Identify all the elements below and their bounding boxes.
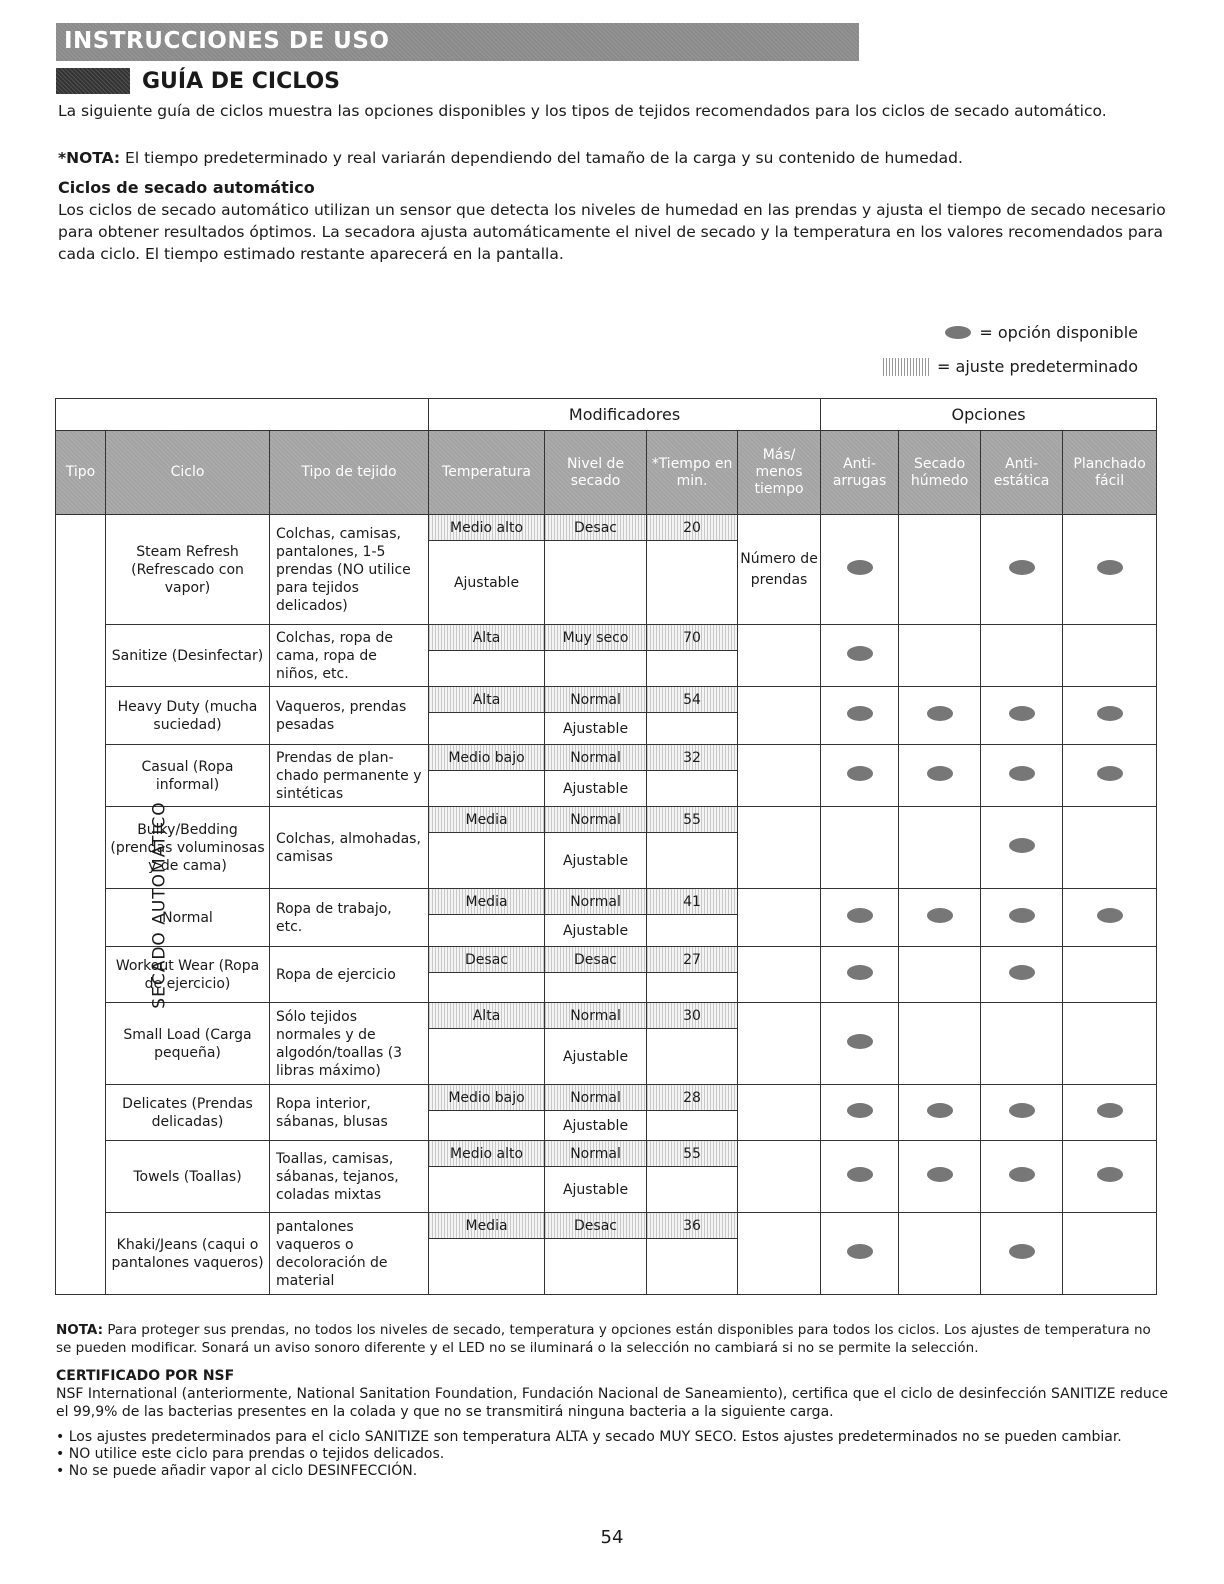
temperatura-default: Media [429, 889, 544, 915]
cell-anti-arrugas [821, 889, 899, 947]
cell-tiempo [647, 745, 738, 807]
cell-mas-menos [738, 1085, 821, 1141]
cell-anti-estatica [981, 889, 1063, 947]
cell-planchado-facil [1063, 889, 1157, 947]
available-dot-icon [1009, 1103, 1035, 1118]
cell-mas-menos [738, 889, 821, 947]
cell-planchado-facil [1063, 515, 1157, 625]
available-dot-icon [1009, 706, 1035, 721]
available-dot-icon [1009, 908, 1035, 923]
nivel-default: Muy seco [545, 625, 646, 651]
temperatura-default: Alta [429, 625, 544, 651]
cell-secado-humedo [899, 1085, 981, 1141]
tiempo-adjust [647, 915, 737, 946]
cell-ciclo: Workout Wear (Ropa de ejercicio) [106, 947, 270, 1003]
cell-mas-menos: Número de prendas [738, 515, 821, 625]
available-dot-icon [1097, 1167, 1123, 1182]
cell-mas-menos [738, 807, 821, 889]
table-row [56, 889, 1157, 947]
header-secado-humedo: Secado húmedo [899, 431, 981, 515]
cell-ciclo: Normal [106, 889, 270, 947]
cell-temperatura [429, 1003, 545, 1085]
available-dot-icon [927, 706, 953, 721]
cell-temperatura [429, 947, 545, 1003]
nivel-default: Desac [545, 515, 646, 541]
nsf-bullets [56, 1429, 1171, 1480]
nivel-adjust: Ajustable [562, 780, 629, 797]
available-dot-icon [1097, 1103, 1123, 1118]
header-anti-estatica: Anti- estática [981, 431, 1063, 515]
cell-mas-menos [738, 1141, 821, 1213]
cell-anti-estatica [981, 515, 1063, 625]
nivel-default: Desac [545, 947, 646, 973]
cell-nivel-secado [545, 889, 647, 947]
temperatura-default: Medio bajo [429, 745, 544, 771]
cell-temperatura [429, 515, 545, 625]
header-anti-arrugas: Anti- arrugas [821, 431, 899, 515]
cell-nivel-secado [545, 1213, 647, 1295]
available-dot-icon [927, 766, 953, 781]
page-number: 54 [600, 1527, 624, 1548]
available-dot-icon [847, 560, 873, 575]
cell-mas-menos [738, 1213, 821, 1295]
available-dot-icon [945, 326, 971, 339]
table-row [56, 1085, 1157, 1141]
tiempo-adjust [647, 1167, 737, 1212]
cell-secado-humedo [899, 1003, 981, 1085]
cell-mas-menos [738, 625, 821, 687]
cell-tiempo [647, 807, 738, 889]
temperatura-default: Media [429, 807, 544, 833]
nivel-adjust [545, 651, 646, 686]
tipo-label: SECADO AUTOMÁTICO [149, 800, 170, 1009]
cell-secado-humedo [899, 807, 981, 889]
tiempo-adjust [647, 973, 737, 1002]
available-dot-icon [1097, 908, 1123, 923]
tiempo-adjust [647, 833, 737, 888]
nsf-text: NSF International (anteriormente, National Sanitation Foundation, Fundación Nacional de Saneamiento), certifica que el ciclo de desinfección SANITIZE reduce el 99,9% de las bacterias presentes en la colada y que no se transmitirá ninguna bacteria a la siguiente carga. [56, 1386, 1169, 1420]
temperatura-adjust [429, 713, 544, 744]
cell-anti-estatica [981, 1213, 1063, 1295]
cell-secado-humedo [899, 1213, 981, 1295]
cell-anti-estatica [981, 1141, 1063, 1213]
nivel-default: Normal [545, 687, 646, 713]
available-dot-icon [1009, 1244, 1035, 1259]
available-dot-icon [847, 646, 873, 661]
header-mas-menos: Más/ menos tiempo [738, 431, 821, 515]
nivel-adjust [545, 1239, 646, 1294]
cell-tiempo [647, 515, 738, 625]
cell-tejido: Ropa de ejercicio [270, 947, 429, 1003]
available-dot-icon [1009, 766, 1035, 781]
footer-nota [56, 1321, 1168, 1357]
temperatura-default: Desac [429, 947, 544, 973]
cell-tejido: pantalones vaqueros o decoloración de material [270, 1213, 429, 1295]
cell-secado-humedo [899, 745, 981, 807]
cell-secado-humedo [899, 687, 981, 745]
cell-tiempo [647, 1085, 738, 1141]
tiempo-default: 20 [647, 515, 737, 541]
cell-temperatura [429, 1213, 545, 1295]
tiempo-adjust [647, 1239, 737, 1294]
cell-nivel-secado [545, 947, 647, 1003]
cell-planchado-facil [1063, 687, 1157, 745]
cell-tejido: Colchas, ropa de cama, ropa de niños, etc. [270, 625, 429, 687]
cell-secado-humedo [899, 947, 981, 1003]
cell-nivel-secado [545, 515, 647, 625]
nivel-adjust: Ajustable [562, 720, 629, 737]
cell-planchado-facil [1063, 1003, 1157, 1085]
cell-anti-arrugas [821, 625, 899, 687]
temperatura-adjust: Ajustable [453, 574, 520, 591]
nivel-adjust [545, 541, 646, 624]
cell-ciclo: Delicates (Prendas delicadas) [106, 1085, 270, 1141]
cell-secado-humedo [899, 889, 981, 947]
cell-secado-humedo [899, 515, 981, 625]
table-row [56, 1003, 1157, 1085]
title-bar-decoration [56, 68, 130, 94]
footer-nota-label: NOTA: [56, 1322, 104, 1338]
tiempo-adjust [647, 713, 737, 744]
cell-anti-estatica [981, 807, 1063, 889]
tiempo-default: 28 [647, 1085, 737, 1111]
cell-ciclo: Towels (Toallas) [106, 1141, 270, 1213]
cell-nivel-secado [545, 625, 647, 687]
section-banner: INSTRUCCIONES DE USO [56, 23, 859, 61]
header-tejido: Tipo de tejido [270, 431, 429, 515]
cell-nivel-secado [545, 745, 647, 807]
cell-nivel-secado [545, 1003, 647, 1085]
cell-planchado-facil [1063, 625, 1157, 687]
cell-tiempo [647, 625, 738, 687]
cell-ciclo: Steam Refresh (Refrescado con vapor) [106, 515, 270, 625]
nivel-default: Normal [545, 1003, 646, 1029]
table-row [56, 1213, 1157, 1295]
available-dot-icon [847, 706, 873, 721]
cell-tejido: Ropa de trabajo, etc. [270, 889, 429, 947]
available-dot-icon [927, 1167, 953, 1182]
tiempo-default: 30 [647, 1003, 737, 1029]
cell-ciclo: Bulky/Bedding (prendas voluminosas y de cama) [106, 807, 270, 889]
temperatura-adjust [429, 1111, 544, 1140]
footer-nota-text: Para proteger sus prendas, no todos los niveles de secado, temperatura y opciones están disponibles para todos los ciclos. Los ajustes de temperatura no se pueden modificar. Sonará un aviso sonoro diferente y el LED no se iluminará o la selección no cambiará si no se permite la selección. [56, 1322, 1151, 1356]
cell-anti-estatica [981, 625, 1063, 687]
table-row [56, 807, 1157, 889]
available-dot-icon [1097, 560, 1123, 575]
cell-mas-menos [738, 745, 821, 807]
temperatura-adjust [429, 651, 544, 686]
cell-anti-arrugas [821, 1085, 899, 1141]
auto-cycles-paragraph: Los ciclos de secado automático utilizan un sensor que detecta los niveles de humedad en las prendas y ajusta el tiempo de secado necesario para obtener resultados óptimos. La secadora ajusta automáticamente el nivel de secado y la temperatura en los valores recomendados para cada ciclo. El tiempo estimado restante aparecerá en la pantalla. [58, 201, 1166, 263]
tiempo-adjust [647, 1111, 737, 1140]
header-planchado-facil: Planchado fácil [1063, 431, 1157, 515]
available-dot-icon [927, 1103, 953, 1118]
cell-planchado-facil [1063, 807, 1157, 889]
available-dot-icon [847, 766, 873, 781]
cell-temperatura [429, 687, 545, 745]
cell-ciclo: Casual (Ropa informal) [106, 745, 270, 807]
tiempo-adjust [647, 541, 737, 624]
temperatura-adjust [429, 915, 544, 946]
temperatura-adjust [429, 1239, 544, 1294]
available-dot-icon [927, 908, 953, 923]
nivel-adjust: Ajustable [562, 1117, 629, 1134]
cell-anti-arrugas [821, 1003, 899, 1085]
cell-tejido: Colchas, almohadas, camisas [270, 807, 429, 889]
cell-tiempo [647, 687, 738, 745]
nota-text: El tiempo predeterminado y real variarán dependiendo del tamaño de la carga y su contenido de humedad. [120, 149, 963, 167]
list-item: • NO utilice este ciclo para prendas o tejidos delicados. [56, 1446, 1171, 1463]
available-dot-icon [1009, 838, 1035, 853]
tiempo-default: 27 [647, 947, 737, 973]
cell-tiempo [647, 1141, 738, 1213]
cycles-table [55, 398, 1157, 1295]
cell-tiempo [647, 1213, 738, 1295]
cell-mas-menos [738, 1003, 821, 1085]
temperatura-default: Alta [429, 687, 544, 713]
cell-temperatura [429, 1141, 545, 1213]
cell-planchado-facil [1063, 1213, 1157, 1295]
nivel-adjust: Ajustable [562, 1181, 629, 1198]
temperatura-adjust [429, 973, 544, 1002]
legend-available [945, 323, 1138, 342]
cell-mas-menos [738, 687, 821, 745]
available-dot-icon [1009, 560, 1035, 575]
nivel-default: Desac [545, 1213, 646, 1239]
list-item: • Los ajustes predeterminados para el ciclo SANITIZE son temperatura ALTA y secado MUY SECO. Estos ajustes predeterminados no se pueden cambiar. [56, 1429, 1171, 1446]
cell-anti-estatica [981, 1003, 1063, 1085]
auto-cycles-heading: Ciclos de secado automático [58, 178, 315, 197]
cell-tejido: Colchas, camisas, pantalones, 1-5 prendas (NO utilice para tejidos delicados) [270, 515, 429, 625]
group-opciones: Opciones [821, 399, 1157, 431]
cell-anti-arrugas [821, 947, 899, 1003]
cell-tejido: Ropa interior, sábanas, blusas [270, 1085, 429, 1141]
cell-anti-arrugas [821, 745, 899, 807]
cell-anti-arrugas [821, 515, 899, 625]
cell-anti-arrugas [821, 1141, 899, 1213]
header-ciclo: Ciclo [106, 431, 270, 515]
cell-ciclo: Small Load (Carga pequeña) [106, 1003, 270, 1085]
cell-tiempo [647, 947, 738, 1003]
table-row [56, 625, 1157, 687]
nota-label: *NOTA: [58, 149, 121, 167]
cell-anti-arrugas [821, 807, 899, 889]
nivel-adjust: Ajustable [562, 1048, 629, 1065]
nivel-default: Normal [545, 807, 646, 833]
nota-paragraph [58, 147, 1168, 170]
nivel-adjust: Ajustable [562, 922, 629, 939]
available-dot-icon [847, 1103, 873, 1118]
cell-tiempo [647, 1003, 738, 1085]
intro-paragraph: La siguiente guía de ciclos muestra las opciones disponibles y los tipos de tejidos recomendados para los ciclos de secado automático. [58, 102, 1107, 120]
cell-nivel-secado [545, 807, 647, 889]
cell-planchado-facil [1063, 1141, 1157, 1213]
cell-temperatura [429, 1085, 545, 1141]
cell-planchado-facil [1063, 1085, 1157, 1141]
cell-planchado-facil [1063, 947, 1157, 1003]
available-dot-icon [1097, 766, 1123, 781]
cell-tiempo [647, 889, 738, 947]
group-empty [56, 399, 429, 431]
cell-anti-estatica [981, 745, 1063, 807]
cell-anti-estatica [981, 947, 1063, 1003]
group-modificadores: Modificadores [429, 399, 821, 431]
table-row [56, 1141, 1157, 1213]
cell-anti-arrugas [821, 1213, 899, 1295]
available-dot-icon [1009, 965, 1035, 980]
nivel-adjust [545, 973, 646, 1002]
available-dot-icon [847, 908, 873, 923]
cell-anti-estatica [981, 1085, 1063, 1141]
temperatura-default: Media [429, 1213, 544, 1239]
available-dot-icon [847, 965, 873, 980]
cell-tejido: Toallas, camisas, sábanas, tejanos, coladas mixtas [270, 1141, 429, 1213]
list-item: • No se puede añadir vapor al ciclo DESINFECCIÓN. [56, 1463, 1171, 1480]
legend-available-text: = opción disponible [979, 323, 1138, 342]
nivel-adjust: Ajustable [562, 852, 629, 869]
cell-ciclo: Sanitize (Desinfectar) [106, 625, 270, 687]
nivel-default: Normal [545, 1085, 646, 1111]
temperatura-adjust [429, 1029, 544, 1084]
temperatura-adjust [429, 833, 544, 888]
tiempo-adjust [647, 651, 737, 686]
nivel-default: Normal [545, 745, 646, 771]
available-dot-icon [1097, 706, 1123, 721]
guide-title [56, 66, 340, 96]
tiempo-adjust [647, 1029, 737, 1084]
nivel-default: Normal [545, 1141, 646, 1167]
header-nivel-secado: Nivel de secado [545, 431, 647, 515]
tiempo-adjust [647, 771, 737, 806]
cell-temperatura [429, 807, 545, 889]
page-title: GUÍA DE CICLOS [142, 68, 340, 94]
cell-ciclo: Heavy Duty (mucha suciedad) [106, 687, 270, 745]
table-row [56, 947, 1157, 1003]
cell-tejido: Prendas de plan- chado permanente y sintéticas [270, 745, 429, 807]
cell-planchado-facil [1063, 745, 1157, 807]
available-dot-icon [847, 1244, 873, 1259]
default-hatch-icon [883, 358, 929, 376]
legend-default-text: = ajuste predeterminado [937, 357, 1138, 376]
cell-nivel-secado [545, 1085, 647, 1141]
cell-mas-menos [738, 947, 821, 1003]
legend-default [883, 357, 1138, 376]
cell-temperatura [429, 625, 545, 687]
cell-tejido: Sólo tejidos normales y de algodón/toallas (3 libras máximo) [270, 1003, 429, 1085]
table-row [56, 687, 1157, 745]
temperatura-adjust [429, 1167, 544, 1212]
cell-temperatura [429, 745, 545, 807]
table-row [56, 745, 1157, 807]
cell-secado-humedo [899, 1141, 981, 1213]
table-row [56, 515, 1157, 625]
available-dot-icon [1009, 1167, 1035, 1182]
temperatura-default: Medio alto [429, 515, 544, 541]
available-dot-icon [847, 1034, 873, 1049]
group-header-row [56, 399, 1157, 431]
cell-secado-humedo [899, 625, 981, 687]
nivel-default: Normal [545, 889, 646, 915]
temperatura-default: Medio alto [429, 1141, 544, 1167]
header-tiempo: *Tiempo en min. [647, 431, 738, 515]
tiempo-default: 41 [647, 889, 737, 915]
temperatura-adjust [429, 771, 544, 806]
cell-anti-estatica [981, 687, 1063, 745]
tiempo-default: 55 [647, 1141, 737, 1167]
column-header-row [56, 431, 1157, 515]
tiempo-default: 54 [647, 687, 737, 713]
cell-ciclo: Khaki/Jeans (caqui o pantalones vaqueros) [106, 1213, 270, 1295]
temperatura-default: Alta [429, 1003, 544, 1029]
available-dot-icon [847, 1167, 873, 1182]
table-body [56, 515, 1157, 1295]
cell-anti-arrugas [821, 687, 899, 745]
cell-nivel-secado [545, 687, 647, 745]
cell-temperatura [429, 889, 545, 947]
cell-nivel-secado [545, 1141, 647, 1213]
header-tipo: Tipo [56, 431, 106, 515]
tiempo-default: 32 [647, 745, 737, 771]
nsf-title: CERTIFICADO POR NSF [56, 1368, 235, 1384]
temperatura-default: Medio bajo [429, 1085, 544, 1111]
tiempo-default: 70 [647, 625, 737, 651]
header-temperatura: Temperatura [429, 431, 545, 515]
tiempo-default: 55 [647, 807, 737, 833]
cell-tejido: Vaqueros, prendas pesadas [270, 687, 429, 745]
tiempo-default: 36 [647, 1213, 737, 1239]
tipo-cell [56, 515, 170, 1295]
